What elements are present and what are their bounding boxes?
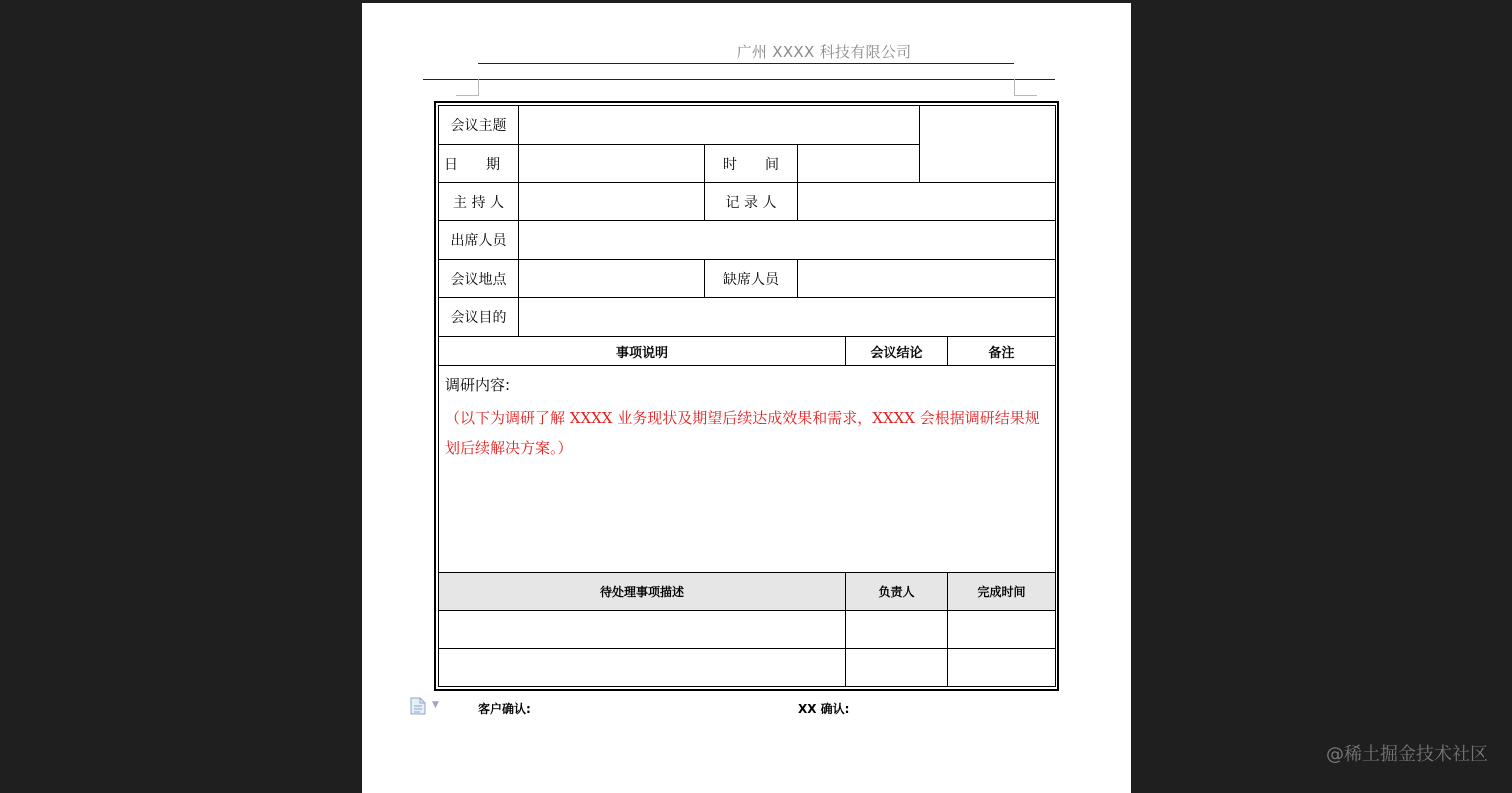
pending-owner-cell[interactable]	[846, 611, 948, 649]
pending-deadline-cell[interactable]	[948, 611, 1056, 649]
research-content-title: 调研内容:	[445, 376, 511, 394]
xx-confirm: XX 确认:	[798, 702, 850, 716]
research-content-note: （以下为调研了解 XXXX 业务现状及期望后续达成效果和需求，XXXX 会根据调研结果规划后续解决方案。）	[445, 409, 1040, 457]
dropdown-caret-icon[interactable]: ▼	[432, 700, 439, 710]
purpose-field[interactable]	[519, 298, 1056, 337]
pending-owner-cell[interactable]	[846, 649, 948, 687]
recorder-label: 记 录 人	[705, 183, 798, 221]
blank-cell[interactable]	[920, 106, 1056, 183]
attendees-label: 出席人员	[439, 221, 519, 260]
pending-desc-cell[interactable]	[439, 649, 846, 687]
header-rule-top	[478, 63, 1014, 64]
pending-deadline-header: 完成时间	[948, 573, 1056, 611]
date-field[interactable]	[519, 145, 705, 183]
host-label: 主 持 人	[439, 183, 519, 221]
pending-owner-header: 负责人	[846, 573, 948, 611]
col-remarks: 备注	[948, 337, 1056, 366]
pending-desc-header: 待处理事项描述	[439, 573, 846, 611]
watermark: @稀土掘金技术社区	[1326, 744, 1488, 765]
col-item-description: 事项说明	[439, 337, 846, 366]
meeting-form-table	[438, 105, 1056, 687]
document-page	[362, 3, 1131, 793]
header-rule-bottom	[423, 79, 1055, 80]
date-label: 日 期	[439, 145, 519, 183]
location-label: 会议地点	[439, 260, 519, 298]
recorder-field[interactable]	[798, 183, 1056, 221]
pending-deadline-cell[interactable]	[948, 649, 1056, 687]
purpose-label: 会议目的	[439, 298, 519, 337]
subject-field[interactable]	[519, 106, 920, 145]
host-field[interactable]	[519, 183, 705, 221]
attendees-field[interactable]	[519, 221, 1056, 260]
company-header: 广州 XXXX 科技有限公司	[736, 43, 912, 61]
document-icon[interactable]	[410, 697, 426, 715]
margin-mark-left	[456, 79, 479, 96]
subject-label: 会议主题	[439, 106, 519, 145]
absentees-label: 缺席人员	[705, 260, 798, 298]
research-content-cell[interactable]	[439, 366, 1056, 573]
customer-confirm: 客户确认:	[478, 702, 531, 716]
margin-mark-right	[1014, 79, 1037, 96]
absentees-field[interactable]	[798, 260, 1056, 298]
time-label: 时 间	[705, 145, 798, 183]
location-field[interactable]	[519, 260, 705, 298]
col-conclusion: 会议结论	[846, 337, 948, 366]
time-field[interactable]	[798, 145, 920, 183]
pending-desc-cell[interactable]	[439, 611, 846, 649]
